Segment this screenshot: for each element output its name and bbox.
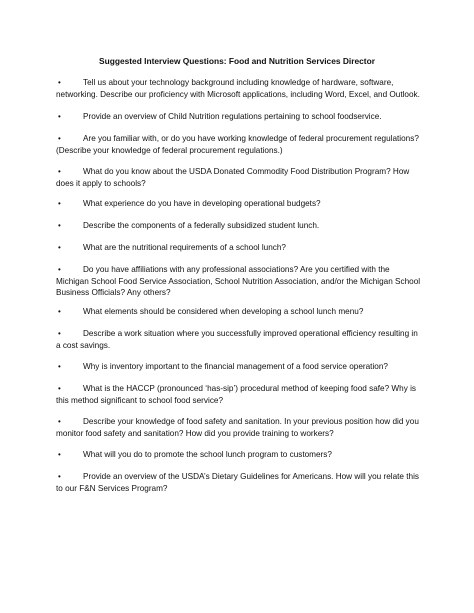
question-item-8: Do you have affiliations with any professional associations? Are you certified with the Michigan School Food Service Association, School Nutrition Association, and/or the Michigan School Business Officials? Any others? [56,265,421,298]
question-item-12: What is the HACCP (pronounced ‘has-sip’) procedural method of keeping food safe? Why is this method significant to school food service? [56,384,416,405]
question-item-11: Why is inventory important to the financial management of a food service operation? [83,362,388,371]
bullet-marker: • [58,329,61,338]
bullet-marker: • [58,265,61,274]
question-item-4: What do you know about the USDA Donated Commodity Food Distribution Program? How does it apply to schools? [56,167,410,188]
bullet-marker: • [58,384,61,393]
bullet-marker: • [58,112,61,121]
question-item-1: Tell us about your technology background including knowledge of hardware, software, networking. Describe our proficiency with Microsoft applications, including Word, Excel, and Outlook. [56,78,420,99]
question-item-2: Provide an overview of Child Nutrition regulations pertaining to school foodservice. [83,112,382,121]
bullet-marker: • [58,472,61,481]
bullet-marker: • [58,167,61,176]
bullet-marker: • [58,417,61,426]
question-item-15: Provide an overview of the USDA’s Dietary Guidelines for Americans. How will you relate this to our F&N Services Program? [56,472,419,493]
bullet-marker: • [58,307,61,316]
bullet-marker: • [58,243,61,252]
question-item-13: Describe your knowledge of food safety and sanitation. In your previous position how did you monitor food safety and sanitation? How did you provide training to workers? [56,417,419,438]
bullet-marker: • [58,78,61,87]
question-item-5: What experience do you have in developing operational budgets? [83,199,321,208]
document-title: Suggested Interview Questions: Food and Nutrition Services Director [99,56,375,66]
bullet-marker: • [58,362,61,371]
question-item-9: What elements should be considered when developing a school lunch menu? [83,307,364,316]
bullet-marker: • [58,199,61,208]
bullet-marker: • [58,134,61,143]
question-item-3: Are you familiar with, or do you have working knowledge of federal procurement regulations? (Describe your knowledge of federal procurement regulations.) [56,134,419,155]
question-item-14: What will you do to promote the school lunch program to customers? [83,450,332,459]
question-item-6: Describe the components of a federally subsidized student lunch. [83,221,320,230]
question-item-7: What are the nutritional requirements of a school lunch? [83,243,286,252]
bullet-marker: • [58,450,61,459]
bullet-marker: • [58,221,61,230]
question-item-10: Describe a work situation where you successfully improved operational efficiency resulting in a cost savings. [56,329,418,350]
